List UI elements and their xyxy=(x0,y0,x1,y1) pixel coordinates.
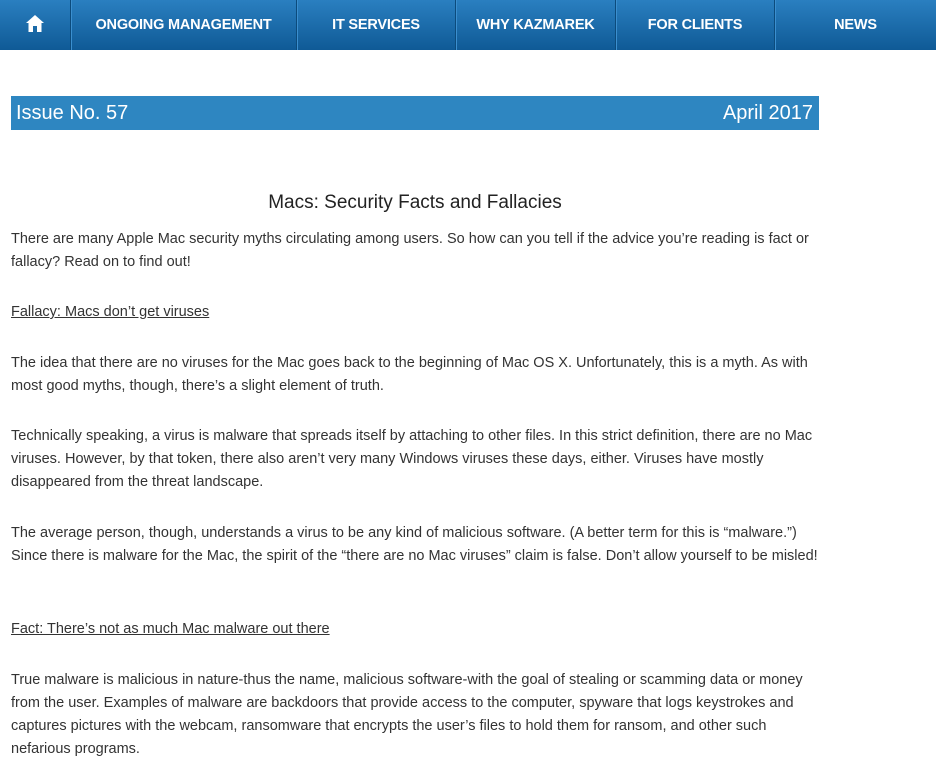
section-heading-fact: Fact: There’s not as much Mac malware out there xyxy=(11,621,330,637)
issue-bar xyxy=(11,96,819,130)
paragraph-myth-origin: The idea that there are no viruses for the Mac goes back to the beginning of Mac OS X. Unfortunately, this is a myth. As with most good myths, though, there’s a slight element of truth. xyxy=(11,355,808,394)
paragraph-intro: There are many Apple Mac security myths circulating among users. So how can you tell if the advice you’re reading is fact or fallacy? Read on to find out! xyxy=(11,231,809,270)
paragraph-virus-definition: Technically speaking, a virus is malware that spreads itself by attaching to other files. In this strict definition, there are no Mac viruses. However, by that token, there also aren’t very many Windows viruses these days, either. Viruses have mostly disappeared from the threat landscape. xyxy=(11,428,813,490)
nav-ongoing-management[interactable]: ONGOING MANAGEMENT xyxy=(71,0,297,50)
paragraph-malware-term: The average person, though, understands a virus to be any kind of malicious software. (A better term for this is “malware.”) Since there is malware for the Mac, the spirit of the “there are no Mac viruses” claim is false. Don’t allow yourself to be misled! xyxy=(11,525,818,564)
section-heading-fallacy: Fallacy: Macs don’t get viruses xyxy=(11,304,210,320)
home-icon xyxy=(26,15,44,36)
issue-number: Issue No. 57 xyxy=(16,101,129,124)
paragraph-malware-types: True malware is malicious in nature-thus the name, malicious software-with the goal of stealing or scamming data or money from the user. Examples of malware are backdoors that provide access to the computer, spyware that logs keystrokes and captures pictures with the webcam, ransomware that encrypts the user’s files to hold them for ransom, and other such nefarious programs. xyxy=(11,672,803,757)
nav-why-kazmarek[interactable]: WHY KAZMAREK xyxy=(456,0,616,50)
issue-date: April 2017 xyxy=(722,101,813,124)
nav-it-services[interactable]: IT SERVICES xyxy=(297,0,456,50)
nav-home[interactable] xyxy=(0,0,71,50)
nav-for-clients[interactable]: FOR CLIENTS xyxy=(616,0,775,50)
main-nav xyxy=(0,0,936,50)
article-title: Macs: Security Facts and Fallacies xyxy=(268,192,562,213)
nav-news[interactable]: NEWS xyxy=(775,0,936,50)
